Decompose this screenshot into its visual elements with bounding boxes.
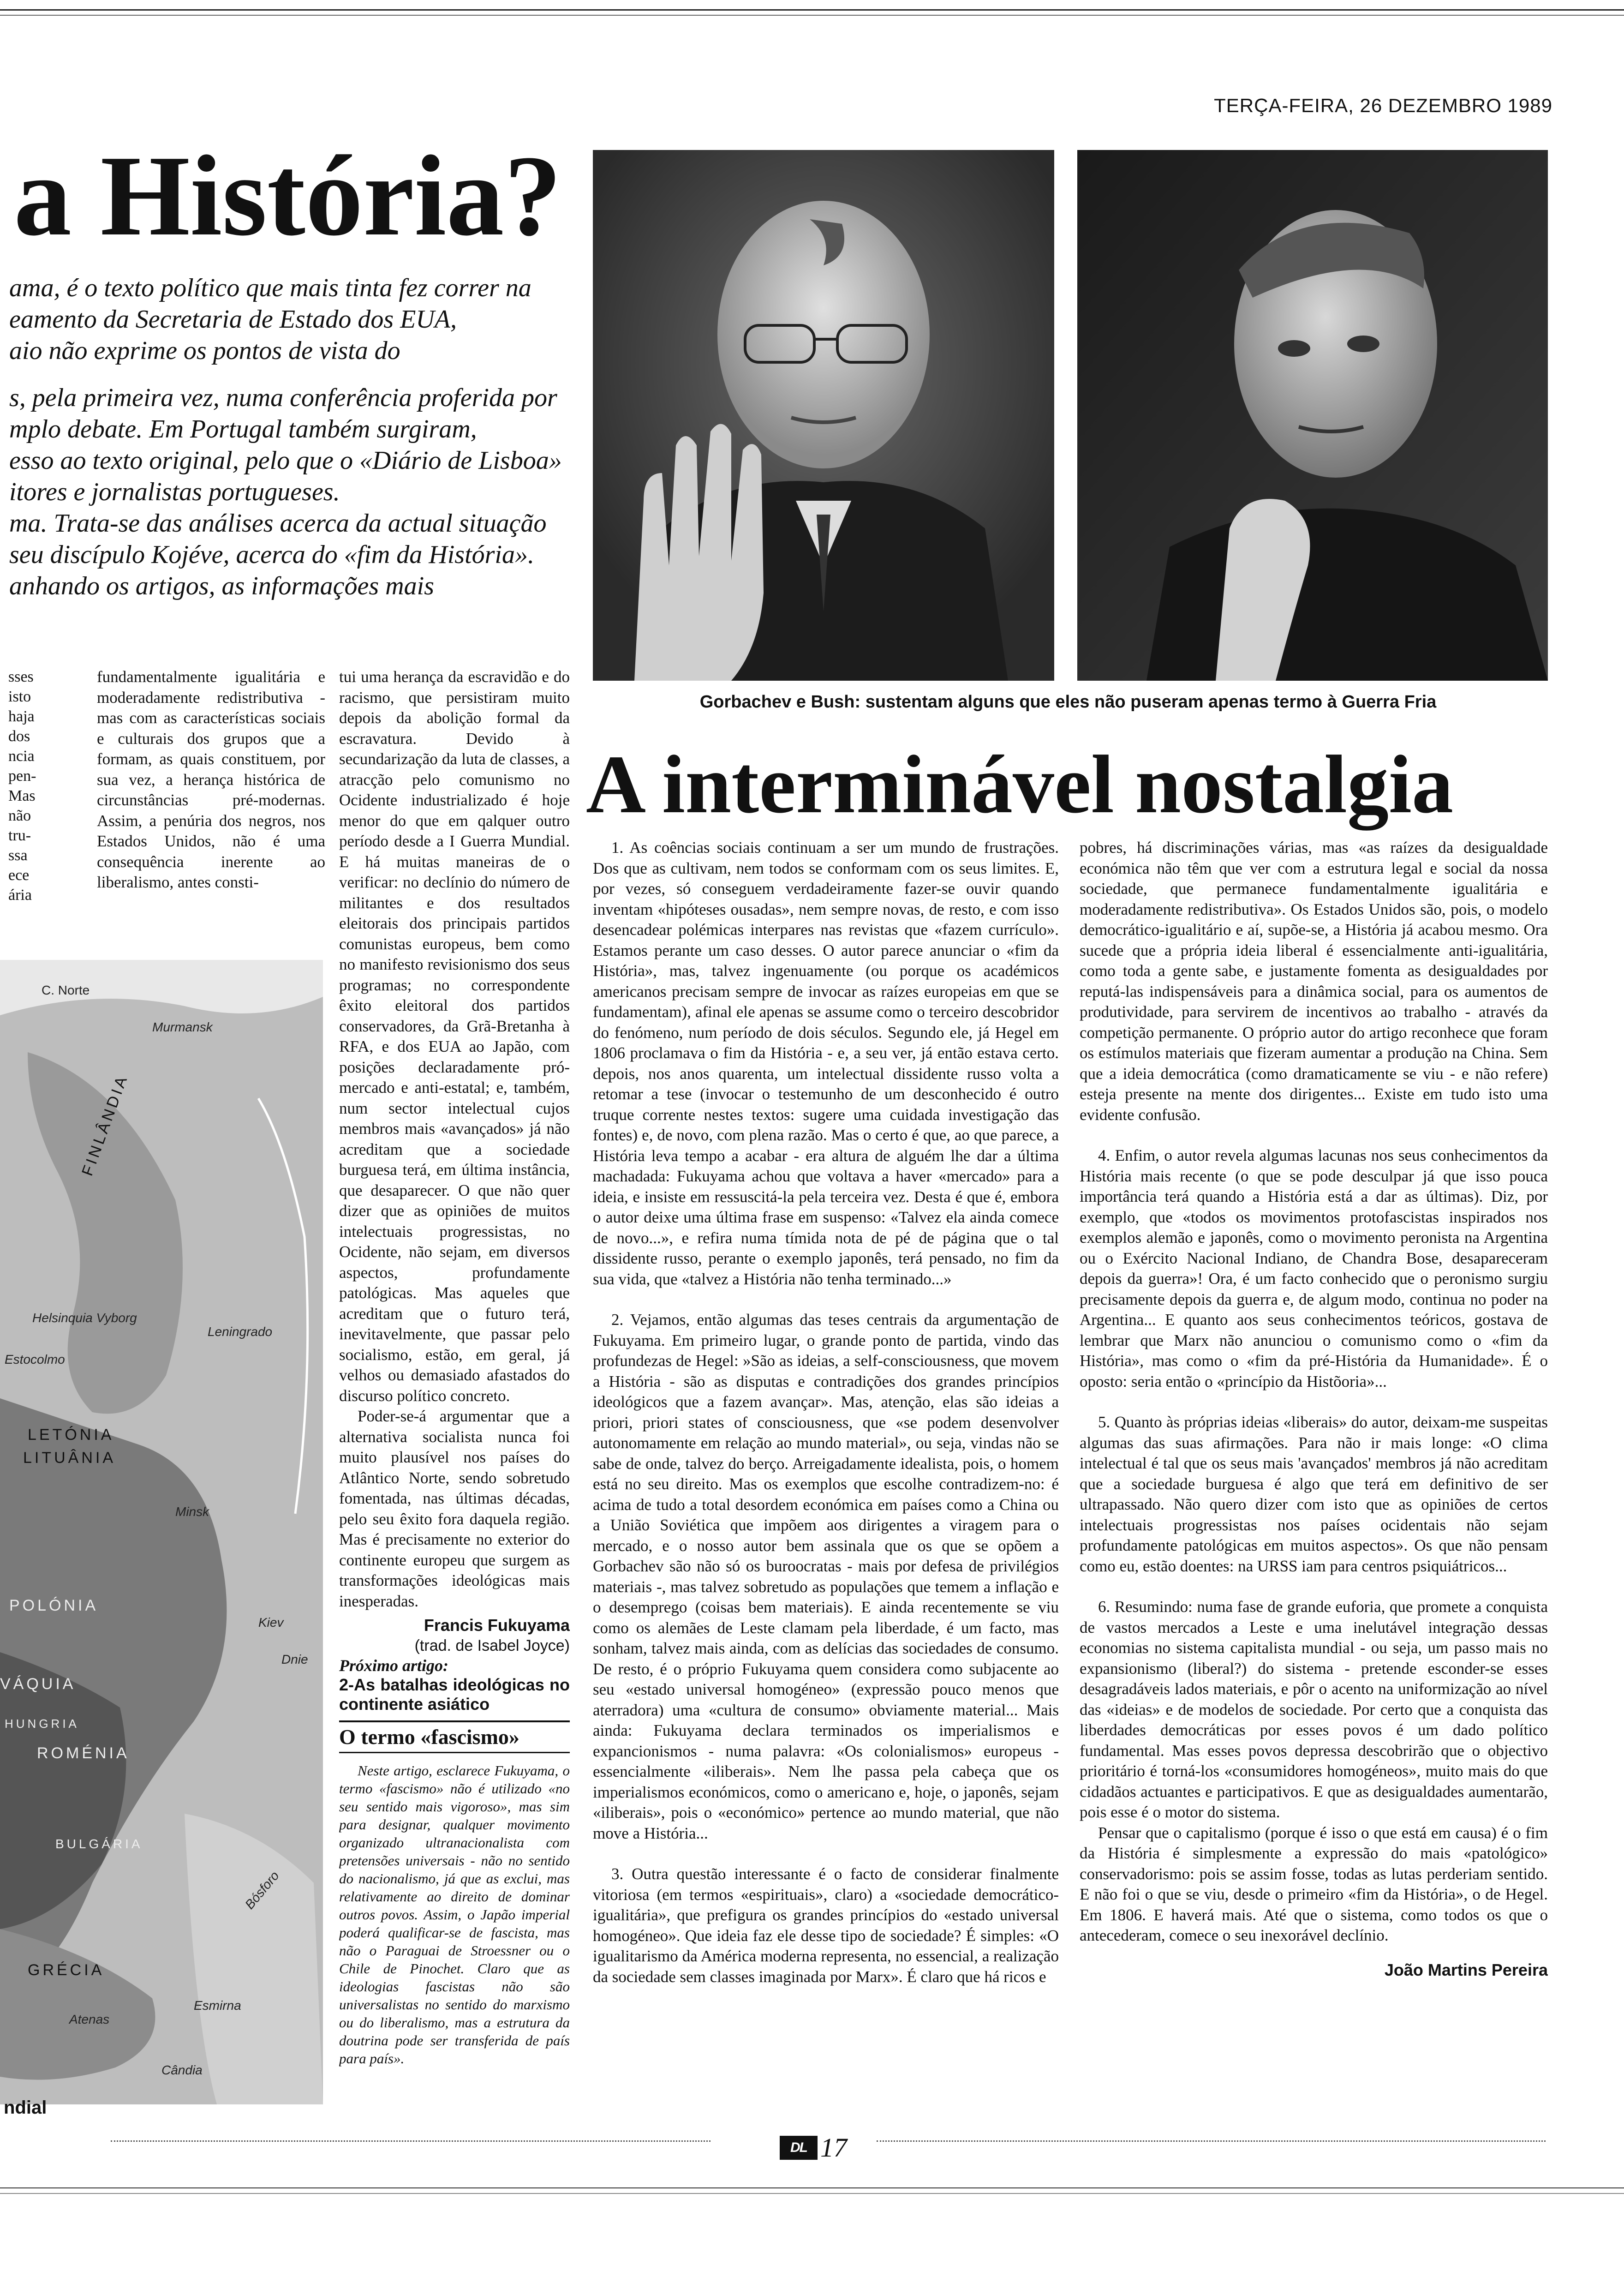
- map-label: Cândia: [161, 2063, 203, 2077]
- newspaper-logo: DL: [780, 2136, 818, 2160]
- map-label: HUNGRIA: [5, 1717, 79, 1731]
- stub-line: Mas: [8, 787, 36, 804]
- stub-line: não: [8, 807, 31, 824]
- map-label: ROMÉNIA: [37, 1744, 130, 1762]
- fukuyama-col-b: [339, 667, 570, 2116]
- map-label: Helsinquia Vyborg: [32, 1311, 137, 1325]
- map-label: C. Norte: [42, 983, 90, 997]
- stub-line: sses: [8, 668, 34, 685]
- dateline: TERÇA-FEIRA, 26 DEZEMBRO 1989: [1214, 95, 1552, 116]
- map-label: Dnie: [281, 1652, 308, 1666]
- footer-dots-right: [877, 2140, 1546, 2145]
- pereira-col-d: [1080, 838, 1548, 2130]
- map-graphic: [0, 960, 323, 2104]
- next-article-title: 2-As batalhas ideológicas no continente asiático: [339, 1675, 570, 1714]
- main-headline: A interminável nostalgia: [586, 738, 1453, 830]
- intro-line: ma. Trata-se das análises acerca da actual situação: [9, 509, 547, 538]
- top-rule-2: [0, 15, 1624, 16]
- paragraph: tui uma herança da escravidão e do racismo, que persistiram muito depois da abolição formal da escravatura. Devido à secundarização da luta de classes, a atracção pelo comunismo no Ocidente industrializado é hoje menor do que em qalquer outro período desde a I Guerra Mundial. E há muitas maneiras de o verificar: no declínio do número de militantes e dos resultados eleitorais dos principais partidos comunistas europeus, bem como no manifesto revisionismo dos seus programas; no correspondente êxito eleitoral dos partidos conservadores, da Grã-Bretanha à RFA, e dos EUA ao Japão, com posições declaradamente pró-mercado e anti-estatal; e, também, num sector intelectual cujos membros mais «avançados» já não acreditam que a sociedade burguesa terá, em última instância, que desaparecer. O que não quer dizer que as opiniões de muitos intelectuais progressistas, no Ocidente, não sejam, em diversos aspectos, profundamente patológicas. Mas aqueles que acreditam que o futuro terá, inevitavelmente, que passar pelo socialismo, estão, em geral, já velhos ou demasiado afastados do discurso político concreto.: [339, 668, 570, 1405]
- intro-line: itores e jornalistas portugueses.: [9, 478, 340, 506]
- next-article-label: Próximo artigo:: [339, 1656, 449, 1675]
- stub-line: haja: [8, 708, 35, 725]
- map-label: POLÓNIA: [9, 1597, 99, 1614]
- intro-line: seu discípulo Kojéve, acerca do «fim da História».: [9, 540, 534, 569]
- sidebar-box-title: O termo «fascismo»: [339, 1720, 570, 1753]
- map-label: Esmirna: [194, 1998, 241, 2013]
- map-label: FINLÂNDIA: [78, 1072, 131, 1178]
- stub-line: ece: [8, 867, 30, 884]
- author-pereira: João Martins Pereira: [1384, 1960, 1548, 1979]
- pereira-col-c: [593, 838, 1059, 2130]
- paragraph: Pensar que o capitalismo (porque é isso o que está em causa) é o fim da História é simplesmente a expressão do mais «patológico» conservadorismo: pois se assim fosse, todas as lutas perderiam sentido. E não foi o que se viu, desde o primeiro «fim da História», o de Hegel. Em 1806. E haverá mais. Até que o sistema, como todos os que o antecederam, comece o seu inexorável declínio.: [1080, 1823, 1548, 1944]
- paragraph: 4. Enfim, o autor revela algumas lacunas nos seus conhecimentos da História mais recente (o que se pode desculpar já que isso pouca importância terá quando a História está a dar as últimas). Diz, por exemplo, que «todos os movimentos protofascistas inspirados nos exemplos alemão e japonês, como o movimento peronista na Argentina ou o Exército Nacional Indiano, de Chandra Bose, desapareceram depois da guerra»! Ora, é um facto conhecido que o peronismo surgiu precisamente depois da guerra e, de algum modo, continua no poder na Argentina... E quanto aos seus conhecimentos teóricos, gostava de lembrar que Marx não anunciou o comunismo como o «fim da História», mas como o «fim da pré-História da Humanidade». É o oposto: seria então o «princípio da Histõoria»...: [1080, 1146, 1548, 1390]
- photo-gorbachev: [593, 150, 1054, 681]
- stub-line: isto: [8, 688, 31, 705]
- fukuyama-col-a: [97, 667, 325, 958]
- photo-caption: Gorbachev e Bush: sustentam alguns que eles não puseram apenas termo à Guerra Fria: [699, 692, 1437, 712]
- intro-line: eamento da Secretaria de Estado dos EUA,: [9, 305, 457, 334]
- map-label: LETÓNIA: [28, 1426, 114, 1444]
- paragraph: 6. Resumindo: numa fase de grande euforia, que promete a conquista de vastos mercados a Leste e uma inelutável integração dessas economias no sistema capitalista mundial - ou seja, um passo mais no expansionismo (liberal?) do sistema - pretende esconder-se esses desagradáveis lados materiais, e pôr o acento na uniformização ao nível das «ideias» e de modelos de sociedade. Por certo que a conquista das liberdades democráticas por esses povos é um dado político fundamental. Mas esses povos depressa descobrirão que o objectivo prioritário é torná-los «consumidores homogéneos», muito mais do que cidadãos actuantes e participativos. E que as desigualdades aumentarão, pois esse é o motor do sistema.: [1080, 1598, 1548, 1821]
- intro-line: mplo debate. Em Portugal também surgiram,: [9, 415, 477, 443]
- bottom-rule-2: [0, 2193, 1624, 2194]
- map-label: Bósforo: [242, 1868, 282, 1912]
- footer-dots-left: [111, 2140, 710, 2145]
- map-label: Leningrado: [208, 1324, 273, 1339]
- paragraph: pobres, há discriminações várias, mas «as raízes da desigualdade económica não têm que ver com a estrutura legal e social da nossa sociedade, que permanece fundamentalmente igualitária e moderadamente redistributiva». Os Estados Unidos são, pois, o modelo democrático-igualitário e aí, supõe-se, a História já acabou mesmo. Ora sucede que a própria ideia liberal é essencialmente anti-igualitária, como toda a gente sabe, e justamente fomenta as desigualdades por reputá-las indispensáveis para a dinâmica social, para os aumentos de produtividade, para servirem de incentivos ao trabalho - através da competição permanente. O próprio autor do artigo reconhece que foram os estímulos materiais que fizeram aumentar a produção na China. Sem que a ideia democrática (como dramaticamente se viu - e não refere) esteja presente na mente dos dirigentes... Existe em tudo isto uma evidente confusão.: [1080, 839, 1548, 1124]
- photo-bush: [1077, 150, 1548, 681]
- intro-line: anhando os artigos, as informações mais: [9, 572, 434, 600]
- map-label: Atenas: [69, 2012, 110, 2026]
- map-label: VÁQUIA: [0, 1675, 76, 1693]
- stub-column: [8, 667, 50, 905]
- paragraph: 5. Quanto às próprias ideias «liberais» do autor, deixam-me suspeitas algumas das suas afirmações. Para não ir mais longe: «O clima intelectual é tal que os seus mais 'avançados' membros já não acreditam que a sociedade burguesa é algo que terá em definitivo de ser ultrapassado. Não quero dizer com isto que as opiniões de certos intelectuais progressistas nos países ocidentais não sejam profundamente patológicas em muitos aspectos». Os que não pensam como eu, estão doentes: na URSS iam para centros psiquiátricos...: [1080, 1413, 1548, 1575]
- translator: (trad. de Isabel Joyce): [414, 1637, 570, 1654]
- map-label: Kiev: [258, 1615, 284, 1630]
- stub-line: tru-: [8, 827, 31, 844]
- paragraph: Poder-se-á argumentar que a alternativa socialista nunca foi muito plausível nos países do Atlântico Norte, sendo sobretudo fomentada, nas últimas décadas, pelo seu êxito fora daquela região. Mas é precisamente no exterior do continente europeu que surgem as transformações ideológicas mais inesperadas.: [339, 1407, 570, 1610]
- page-number-text: 17: [820, 2133, 847, 2163]
- intro-line: s, pela primeira vez, numa conferência proferida por: [9, 383, 557, 412]
- stub-line: ssa: [8, 847, 28, 864]
- paragraph: 2. Vejamos, então algumas das teses centrais da argumentação de Fukuyama. Em primeiro lugar, o grande ponto de partida, vindo das profundezas de Hegel: »São as ideias, a self-consciousness, que movem a História - são as disputas e contradições dos grandes princípios ideológicos que a fazem avançar». Mas, atenção, elas são ideias a priori, priori states of consciousness, que «se podem desenvolver autonomamente em relação ao mundo material», ou seja, vindas não se sabe de onde, talvez do berço. Arreigadamente idealista, pois, o homem está no seu direito. Mas os exemplos que escolhe contradizem-no: é acima de tudo a total desordem económica em países como a China ou a União Soviética que impõem aos dirigentes a viragem para o mercado, e o nosso autor bem assinala que os que se opõem a Gorbachev são não só os buroocratas - mais por defesa de privilégios materiais -, mas talvez sobretudo as populações que temem a inflação e o desemprego (coisas bem materiais). E ainda recentemente se viu como os alemães de Leste clamam pela liberdade, é um facto, mas sonham, talvez mais ainda, com as delícias das sociedades de consumo. De resto, é o próprio Fukuyama quem considera como subjacente ao seu «estado universal homogéneo» (expressão pouco menos que aterradora) uma «cultura de consumo» obviamente material... Mais ainda: Fukuyama declara terminados os imperialismos e expancionismos - numa palavra: «Os colonialismos» europeus - essencialmente «iliberais». Nem lhe passa pela cabeça que os imperialismos económicos, como o americano e, hoje, o japonês, sejam «iliberais», pois o «económico» pertence ao mundo material, que não move a História...: [593, 1311, 1059, 1842]
- europe-map: [0, 960, 323, 2104]
- author-fukuyama: Francis Fukuyama: [424, 1616, 570, 1635]
- left-headline: a História?: [14, 138, 562, 260]
- map-label: LITUÂNIA: [23, 1449, 116, 1467]
- paragraph: 1. As coências sociais continuam a ser um mundo de frustrações. Dos que as cultivam, nem todos se conformam com os seus limites. E, por vezes, só conseguem verdadeiramente fazer-se ouvir quando inventam «hipóteses ousadas», nem sempre novas, de resto, e com isso desencadear polémicas interpares nas revistas que «fazem currículo». Estamos perante um caso desses. O autor parece anunciar o «fim da História», mas, talvez ingenuamente (ou porque os académicos americanos precisam sempre de invocar as raízes europeias em que se fundamentam), afinal ele apenas se assume como o terceiro descobridor do fenómeno, num período de dois séculos. Segundo ele, já Hegel em 1806 proclamava o fim da História - e, a seu ver, já então estava certo. depois, nos anos quarenta, um intelectual dissidente russo volta a retomar a tese (invocar o testemunho de um desconhecido é outro truque corrente nestes textos: sugere uma cuidada investigação das fontes) e, de novo, com plena razão. Mas o certo é que, ao que parece, a História leva tempo a acabar - era altura de alguém lhe dar a última machadada: Fukuyama achou que voltava a haver «mercado» para a ideia, e insiste em ressuscitá-la pela terceira vez. Desta é que é, embora o autor deixe uma última frase em suspenso: «Talvez ela ainda comece de novo...», e refira numa tímida nota de pé de página que o tal dissidente russo, perante o exemplo japonês, terá pensado, no fim da sua vida, que «talvez a História não tenha terminado...»: [593, 839, 1059, 1288]
- map-label: BULGÁRIA: [55, 1837, 143, 1851]
- map-label: Estocolmo: [5, 1352, 65, 1366]
- intro-text: [9, 272, 581, 614]
- stub-line: dos: [8, 728, 30, 745]
- paragraph: fundamentalmente igualitária e moderadamente redistributiva - mas com as características sociais e culturais dos grupos que a formam, as quais constituem, por sua vez, a herança histórica de circunstâncias pré-modernas. Assim, a penúria dos negros, nos Estados Unidos, não é uma consequência inerente ao liberalismo, antes consti-: [97, 668, 325, 891]
- intro-line: esso ao texto original, pelo que o «Diário de Lisboa»: [9, 446, 562, 475]
- map-label: GRÉCIA: [28, 1961, 105, 1979]
- page-number: [780, 2132, 847, 2163]
- map-caption: ndial: [4, 2097, 47, 2118]
- stub-line: pen-: [8, 767, 36, 785]
- map-label: Murmansk: [152, 1020, 213, 1034]
- sidebar-box-text: Neste artigo, esclarece Fukuyama, o termo «fascismo» não é utilizado «no seu sentido mais vigoroso», mas sim para designar, qualquer movimento organizado ultranacionalista com pretensões universais - não no sentido do nacionalismo, já que as exclui, mas relativamente ao direito de dominar outros povos. Assim, o Japão imperial poderá qualificar-se de fascista, mas não o Paraguai de Stroessner ou o Chile de Pinochet. Claro que as ideologias fascistas não são universalistas no sentido do marxismo ou do liberalismo, mas a estrutura da doutrina pode ser transferida de país para país».: [339, 1762, 570, 2067]
- map-label: Minsk: [175, 1504, 209, 1519]
- paragraph: 3. Outra questão interessante é o facto de considerar finalmente vitoriosa (em termos «espirituais», claro) a «sociedade democrático-igualitária», que prefigura os grandes princípios do «estado universal homogéneo». Que ideia faz ele desse tipo de sociedade? É simples: «O igualitarismo da América moderna representa, no essencial, a realização da sociedade sem classes imaginada por Marx». É claro que há ricos e: [593, 1865, 1059, 1986]
- stub-line: ncia: [8, 748, 35, 765]
- intro-line: aio não exprime os pontos de vista do: [9, 336, 400, 365]
- intro-line: ama, é o texto político que mais tinta fez correr na: [9, 274, 531, 302]
- stub-line: ária: [8, 887, 32, 904]
- bottom-rule: [0, 2187, 1624, 2188]
- top-rule: [0, 9, 1624, 11]
